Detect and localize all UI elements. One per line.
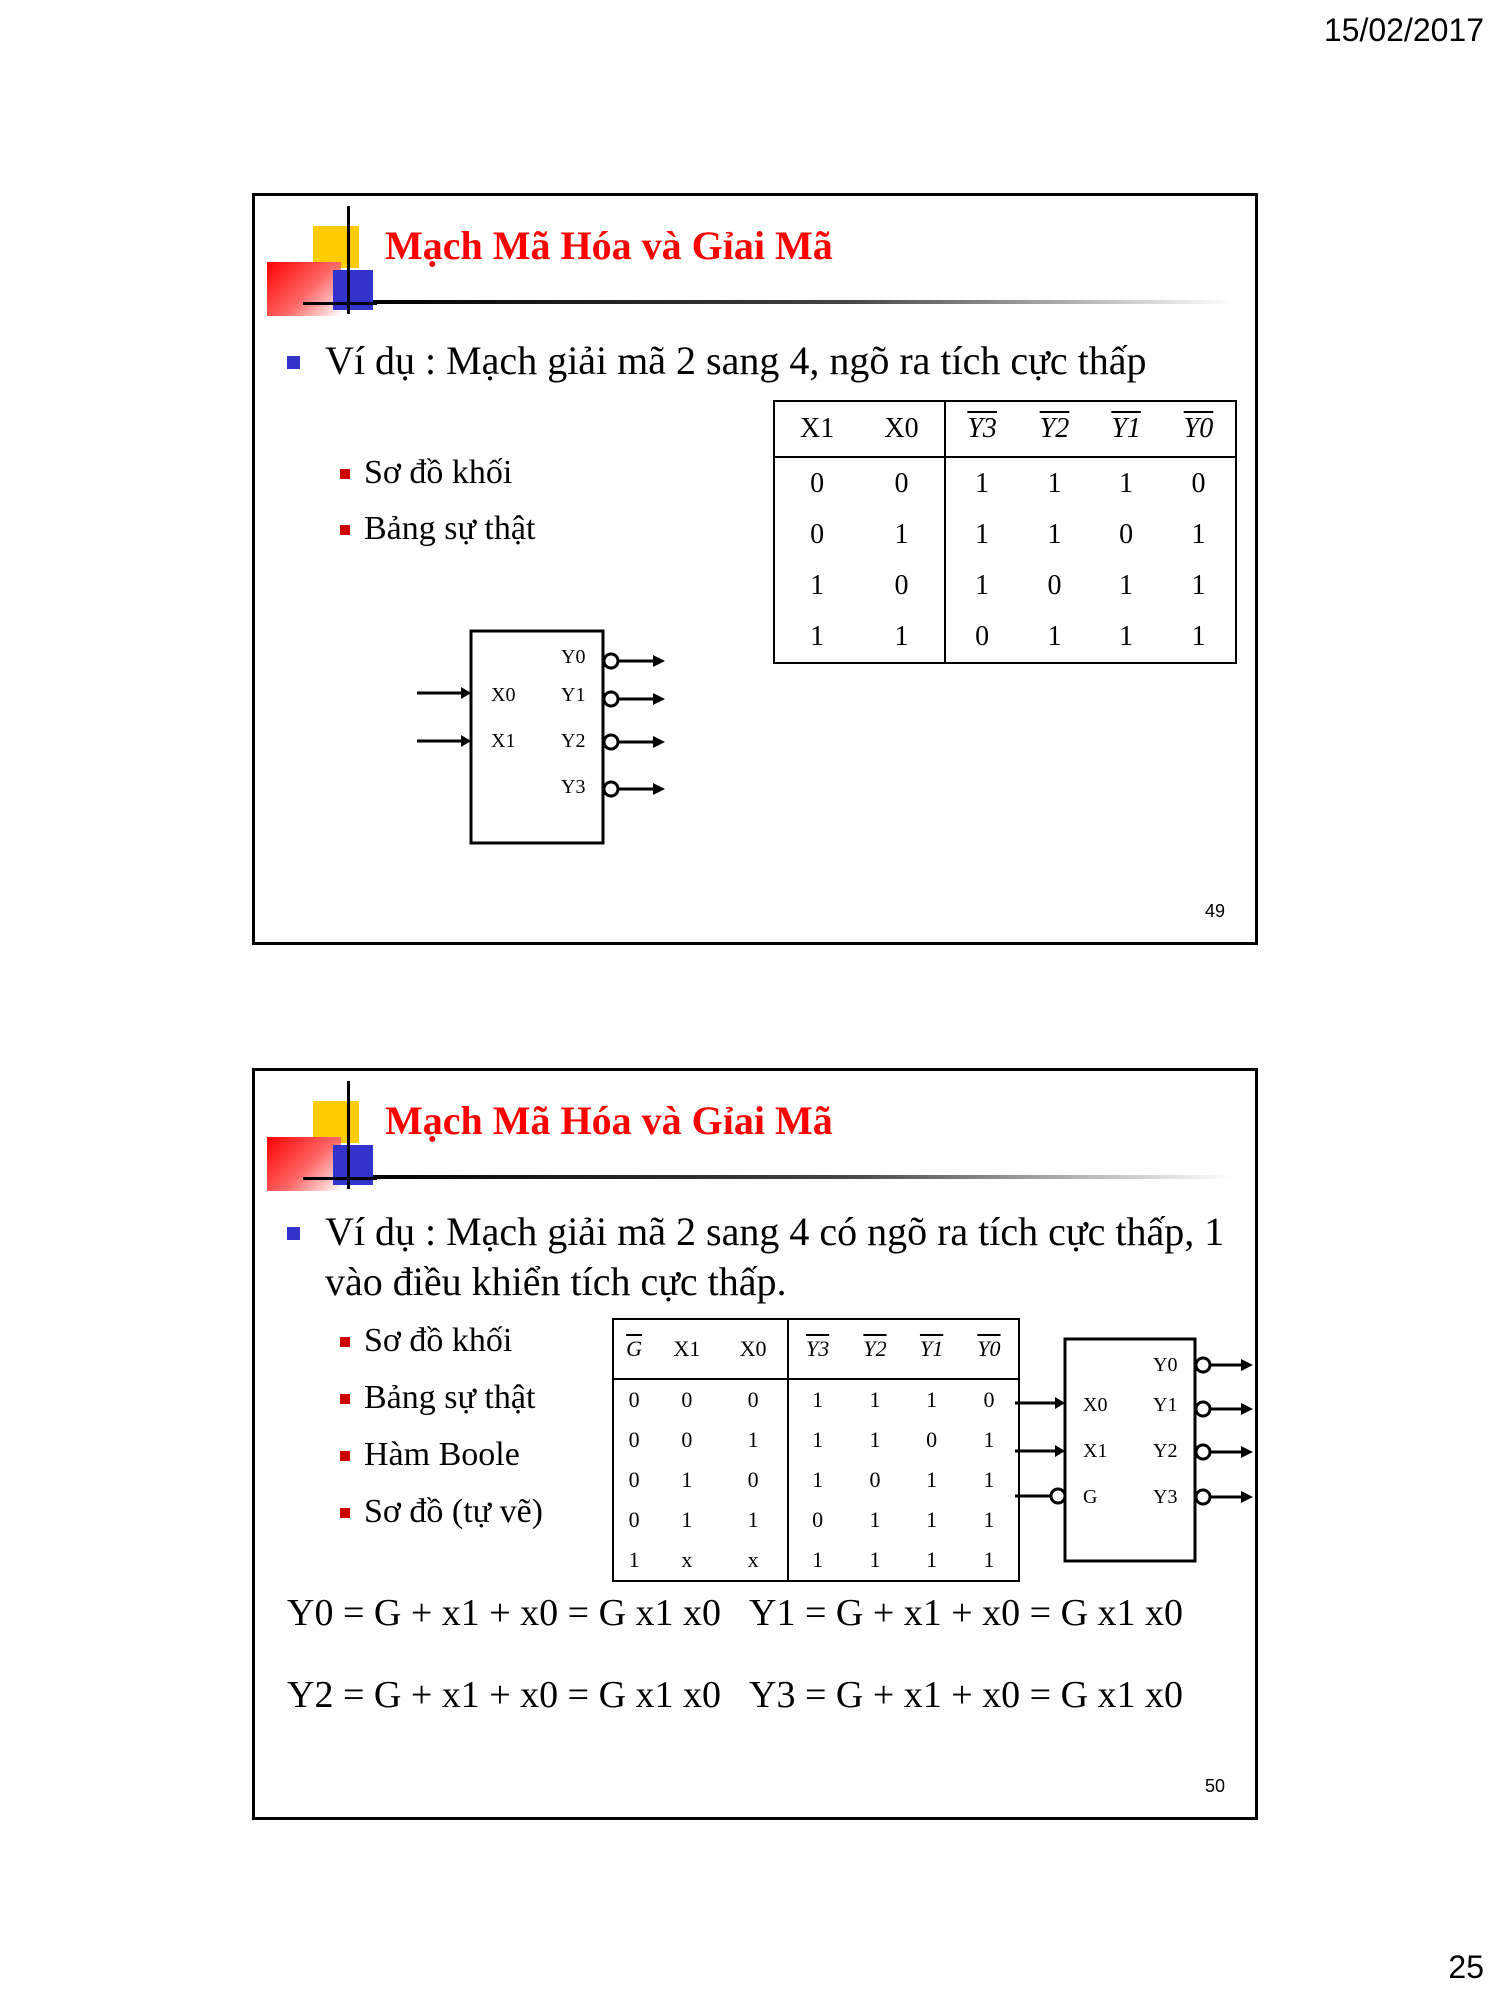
page-date: 15/02/2017 xyxy=(1323,12,1484,48)
output-label: Y1 xyxy=(1153,1394,1178,1416)
slide-50 xyxy=(252,1068,1258,1820)
slide-49 xyxy=(252,193,1258,945)
table-header: Y2 xyxy=(1039,413,1070,444)
table-row: 1 0 1 0 1 1 xyxy=(774,560,1236,611)
table-header: Y2 xyxy=(863,1336,887,1361)
table-row: 0 0 0 1 1 1 0 xyxy=(613,1379,1019,1420)
table-header: $\overline{G}$ xyxy=(626,1336,643,1361)
table-row: 1 1 0 1 1 1 xyxy=(774,611,1236,663)
table-row: 0 0 1 1 1 0 xyxy=(774,457,1236,509)
slide-logo xyxy=(267,1081,377,1191)
truth-table xyxy=(773,400,1237,664)
bullet-marker xyxy=(287,356,300,369)
subbullet-text: Bảng sự thật xyxy=(364,1379,536,1416)
output-label: Y2 xyxy=(561,730,586,752)
table-row: 0 1 0 1 0 1 1 xyxy=(613,1460,1019,1500)
input-label: X0 xyxy=(1083,1394,1108,1416)
subbullet-text: Sơ đồ khối xyxy=(364,1322,513,1359)
input-label: G xyxy=(1083,1486,1098,1508)
main-bullet-text: Ví dụ : Mạch giải mã 2 sang 4, ngõ ra tích cực thấp xyxy=(325,338,1147,383)
table-header: X0 xyxy=(859,401,944,457)
page-number: 25 xyxy=(1448,1949,1484,1985)
table-header: Y1 xyxy=(1111,413,1141,444)
subbullet-text: Sơ đồ khối xyxy=(364,454,513,491)
title-rule xyxy=(373,300,1233,304)
output-label: Y3 xyxy=(1153,1486,1178,1508)
table-header: Y0 xyxy=(977,1336,1001,1361)
table-header: X1 xyxy=(654,1319,720,1379)
input-label: X0 xyxy=(491,684,516,706)
slide-number: 50 xyxy=(1204,1776,1225,1796)
subbullet-text: Sơ đồ (tự vẽ) xyxy=(364,1493,543,1530)
boole-formula: Y0 = G + x1 + x0 = G x1 x0 xyxy=(287,1592,722,1634)
subbullet-text: Hàm Boole xyxy=(364,1436,520,1473)
table-header: X1 xyxy=(774,401,859,457)
boole-formula: Y2 = G + x1 + x0 = G x1 x0 xyxy=(287,1674,722,1716)
output-label: Y1 xyxy=(561,684,586,706)
table-header: X0 xyxy=(720,1319,788,1379)
table-row: 1 x x 1 1 1 1 xyxy=(613,1540,1019,1581)
table-header: Y1 xyxy=(919,1336,944,1361)
output-label: Y2 xyxy=(1153,1440,1178,1462)
slide-logo xyxy=(267,206,377,316)
table-row: 0 1 1 0 1 1 1 xyxy=(613,1500,1019,1540)
input-label: X1 xyxy=(1083,1440,1108,1462)
table-header: Y3 xyxy=(967,413,997,444)
table-row: 0 0 1 1 1 0 1 xyxy=(613,1420,1019,1460)
main-bullet-text: Ví dụ : Mạch giải mã 2 sang 4 có ngõ ra tích cực thấp, 1 vào điều khiển tích cực thấp. xyxy=(325,1209,1225,1304)
output-label: Y0 xyxy=(1153,1354,1178,1376)
decoder-block-diagram xyxy=(1013,1331,1257,1567)
slide-number: 49 xyxy=(1204,901,1225,921)
table-header: Y3 xyxy=(805,1336,830,1361)
table-header-row xyxy=(613,1319,1019,1379)
slide-title: Mạch Mã Hóa và Gỉai Mã xyxy=(385,1098,833,1143)
bullet-marker xyxy=(287,1227,300,1240)
table-row: 0 1 1 1 0 1 xyxy=(774,509,1236,560)
table-header-row xyxy=(774,401,1236,457)
subbullet-text: Bảng sự thật xyxy=(364,510,536,547)
output-label: Y3 xyxy=(561,776,586,798)
output-label: Y0 xyxy=(561,646,586,668)
boole-formula: Y3 = G + x1 + x0 = G x1 x0 xyxy=(749,1674,1184,1716)
input-label: X1 xyxy=(491,730,516,752)
title-rule xyxy=(373,1175,1233,1179)
slide-title: Mạch Mã Hóa và Gỉai Mã xyxy=(385,223,833,268)
truth-table xyxy=(612,1318,1020,1582)
table-header: Y0 xyxy=(1183,413,1214,444)
boole-formula: Y1 = G + x1 + x0 = G x1 x0 xyxy=(749,1592,1184,1634)
decoder-block-diagram xyxy=(415,621,675,851)
